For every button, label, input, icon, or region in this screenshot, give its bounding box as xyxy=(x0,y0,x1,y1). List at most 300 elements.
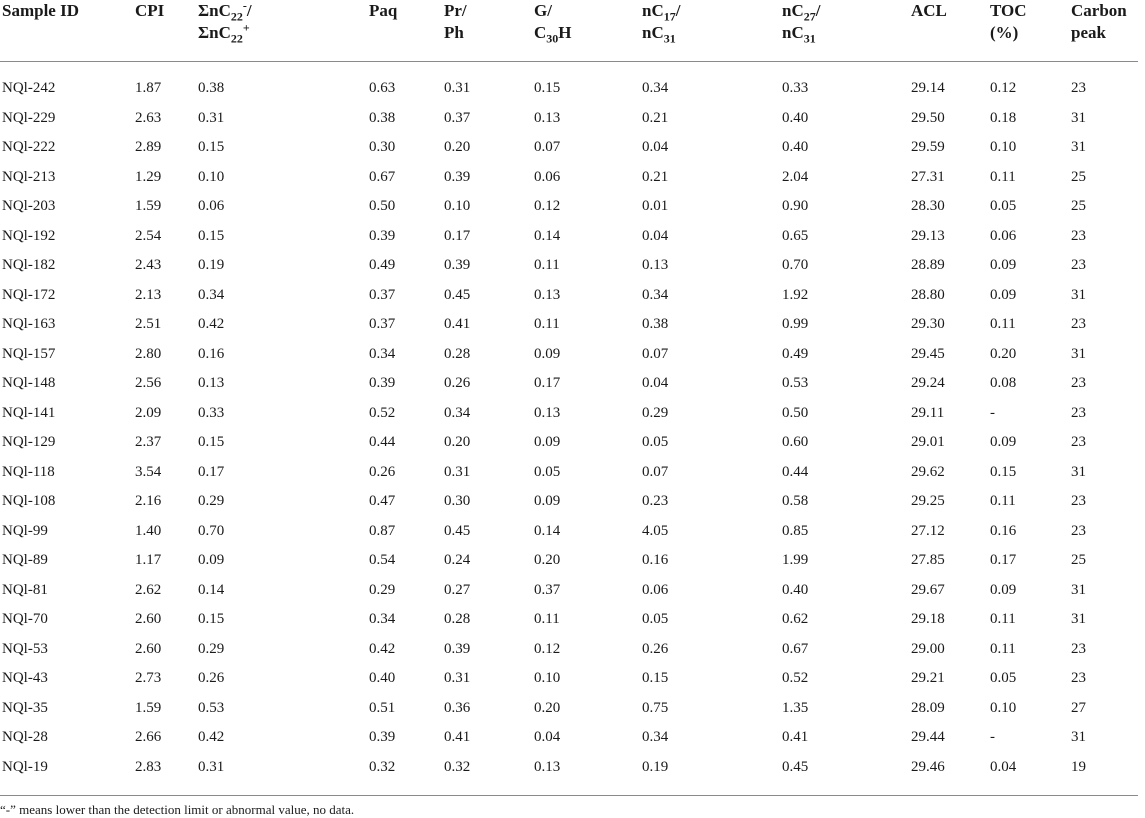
table-cell: 23 xyxy=(1071,670,1086,687)
table-cell: 0.42 xyxy=(198,729,225,746)
table-cell: 2.66 xyxy=(135,729,162,746)
table-cell: 0.37 xyxy=(534,581,561,598)
table-cell: 2.60 xyxy=(135,640,162,657)
table-cell: 0.26 xyxy=(198,670,225,687)
table-row xyxy=(0,576,1138,606)
table-cell: 0.12 xyxy=(534,198,561,215)
table-cell: 0.09 xyxy=(198,552,225,569)
table-cell: 0.10 xyxy=(198,168,225,185)
col-header-toc: TOC (%) xyxy=(988,0,1069,62)
table-cell: NQl-172 xyxy=(2,286,56,303)
table-cell: 0.31 xyxy=(198,109,225,126)
table-cell: 0.13 xyxy=(534,286,561,303)
col-header-sample-id: Sample ID xyxy=(0,0,133,62)
table-cell: 0.14 xyxy=(534,227,561,244)
table-cell: 0.39 xyxy=(444,640,471,657)
table-cell: 2.04 xyxy=(782,168,809,185)
table-cell: 3.54 xyxy=(135,463,162,480)
table-cell: 23 xyxy=(1071,257,1086,274)
table-cell: 0.15 xyxy=(642,670,669,687)
table-cell: 0.15 xyxy=(198,139,225,156)
table-row xyxy=(0,369,1138,399)
table-cell: NQl-163 xyxy=(2,316,56,333)
table-row xyxy=(0,62,1138,104)
table-cell: 23 xyxy=(1071,80,1086,97)
table-row xyxy=(0,694,1138,724)
table-cell: 0.09 xyxy=(534,345,561,362)
table-cell: 0.42 xyxy=(369,640,396,657)
col-header-nc17-nc31: $nC_{17}/$ $nC_{31}$ xyxy=(640,0,780,62)
table-cell: 29.01 xyxy=(911,434,945,451)
table-cell: 29.30 xyxy=(911,316,945,333)
table-cell: 0.06 xyxy=(990,227,1017,244)
table-cell: 1.92 xyxy=(782,286,809,303)
col-header-cpi: CPI xyxy=(133,0,196,62)
table-row xyxy=(0,664,1138,694)
table-cell: 0.31 xyxy=(444,80,471,97)
table-cell: 0.16 xyxy=(198,345,225,362)
table-cell: 0.11 xyxy=(990,493,1016,510)
table-cell: 0.11 xyxy=(990,611,1016,628)
table-cell: 0.26 xyxy=(369,463,396,480)
table-cell: 2.54 xyxy=(135,227,162,244)
table-cell: 0.12 xyxy=(990,80,1017,97)
table-cell: 0.04 xyxy=(990,758,1017,775)
table-cell: 1.29 xyxy=(135,168,162,185)
table-cell: 0.44 xyxy=(369,434,396,451)
table-cell: 2.89 xyxy=(135,139,162,156)
table-cell: 0.33 xyxy=(198,404,225,421)
table-body xyxy=(0,62,1138,793)
table-cell: 0.34 xyxy=(369,345,396,362)
col-header-nc22-ratio: ΣnC$_{22}$-/ ΣnC$_{22}$+ xyxy=(196,0,367,62)
table-cell: 28.09 xyxy=(911,699,945,716)
table-cell: 0.39 xyxy=(369,375,396,392)
table-row xyxy=(0,605,1138,635)
table-cell: 0.51 xyxy=(369,699,396,716)
table-cell: 0.32 xyxy=(369,758,396,775)
table-cell: 23 xyxy=(1071,375,1086,392)
table-cell: NQl-141 xyxy=(2,404,56,421)
table-cell: 0.33 xyxy=(782,80,809,97)
table-cell: 0.99 xyxy=(782,316,809,333)
table-cell: 0.41 xyxy=(444,729,471,746)
table-cell: 31 xyxy=(1071,729,1086,746)
table-cell: 0.50 xyxy=(782,404,809,421)
table-cell: 0.15 xyxy=(198,611,225,628)
table-cell: 0.39 xyxy=(369,729,396,746)
table-cell: 0.20 xyxy=(444,139,471,156)
table-cell: 0.53 xyxy=(782,375,809,392)
table-cell: NQl-81 xyxy=(2,581,48,598)
table-cell: 0.04 xyxy=(642,375,669,392)
table-cell: 0.05 xyxy=(534,463,561,480)
table-row xyxy=(0,428,1138,458)
table-row xyxy=(0,723,1138,753)
table-cell: NQl-222 xyxy=(2,139,56,156)
table-cell: NQl-129 xyxy=(2,434,56,451)
table-cell: 0.17 xyxy=(990,552,1017,569)
table-cell: 0.30 xyxy=(369,139,396,156)
table-cell: NQl-148 xyxy=(2,375,56,392)
table-cell: 0.04 xyxy=(534,729,561,746)
table-row xyxy=(0,753,1138,793)
table-cell: 0.28 xyxy=(444,611,471,628)
table-cell: NQl-35 xyxy=(2,699,48,716)
table-cell: 0.11 xyxy=(534,257,560,274)
table-cell: 29.67 xyxy=(911,581,945,598)
table-cell: 0.11 xyxy=(990,640,1016,657)
table-cell: 0.17 xyxy=(444,227,471,244)
table-cell: 29.00 xyxy=(911,640,945,657)
table-cell: 29.24 xyxy=(911,375,945,392)
table-cell: 0.10 xyxy=(990,139,1017,156)
table-cell: 0.40 xyxy=(782,581,809,598)
table-cell: 0.13 xyxy=(198,375,225,392)
table-cell: 0.14 xyxy=(198,581,225,598)
table-cell: NQl-157 xyxy=(2,345,56,362)
table-cell: NQl-89 xyxy=(2,552,48,569)
table-cell: 23 xyxy=(1071,640,1086,657)
table-cell: 29.45 xyxy=(911,345,945,362)
table-cell: 0.04 xyxy=(642,139,669,156)
table-cell: 0.34 xyxy=(369,611,396,628)
table-cell: 0.24 xyxy=(444,552,471,569)
table-cell: 0.29 xyxy=(198,493,225,510)
table-cell: 23 xyxy=(1071,404,1086,421)
table-cell: 2.62 xyxy=(135,581,162,598)
table-cell: 0.15 xyxy=(198,227,225,244)
table-cell: - xyxy=(990,729,995,746)
table-cell: 0.32 xyxy=(444,758,471,775)
table-cell: 0.06 xyxy=(198,198,225,215)
table-cell: 0.06 xyxy=(642,581,669,598)
table-cell: 2.09 xyxy=(135,404,162,421)
table-cell: 0.06 xyxy=(534,168,561,185)
table-cell: NQl-70 xyxy=(2,611,48,628)
table-cell: NQl-192 xyxy=(2,227,56,244)
table-cell: 0.40 xyxy=(369,670,396,687)
table-cell: 0.47 xyxy=(369,493,396,510)
table-cell: 0.17 xyxy=(534,375,561,392)
table-cell: 25 xyxy=(1071,552,1086,569)
table-cell: 0.13 xyxy=(642,257,669,274)
table-cell: 0.37 xyxy=(369,286,396,303)
table-cell: 0.13 xyxy=(534,758,561,775)
table-cell: 0.34 xyxy=(444,404,471,421)
table-cell: 0.05 xyxy=(990,670,1017,687)
table-cell: 0.85 xyxy=(782,522,809,539)
table-cell: 31 xyxy=(1071,109,1086,126)
col-header-carbon-peak: Carbon peak xyxy=(1069,0,1138,62)
table-cell: 0.19 xyxy=(198,257,225,274)
table-cell: 0.09 xyxy=(990,434,1017,451)
table-cell: 0.41 xyxy=(444,316,471,333)
table-cell: 0.65 xyxy=(782,227,809,244)
table-cell: 2.56 xyxy=(135,375,162,392)
table-cell: 0.10 xyxy=(444,198,471,215)
col-header-paq: Paq xyxy=(367,0,442,62)
table-cell: 0.20 xyxy=(990,345,1017,362)
table-row xyxy=(0,517,1138,547)
table-cell: NQl-242 xyxy=(2,80,56,97)
table-cell: 0.34 xyxy=(642,729,669,746)
table-cell: 2.60 xyxy=(135,611,162,628)
table-cell: 0.11 xyxy=(990,168,1016,185)
table-cell: 0.45 xyxy=(444,286,471,303)
table-cell: 0.15 xyxy=(534,80,561,97)
table-cell: 0.58 xyxy=(782,493,809,510)
table-cell: 0.39 xyxy=(369,227,396,244)
table-cell: 29.46 xyxy=(911,758,945,775)
table-cell: 0.44 xyxy=(782,463,809,480)
table-cell: 0.10 xyxy=(990,699,1017,716)
table-cell: 25 xyxy=(1071,168,1086,185)
table-cell: 0.09 xyxy=(534,493,561,510)
table-cell: 0.17 xyxy=(198,463,225,480)
table-cell: 28.80 xyxy=(911,286,945,303)
table-cell: 0.30 xyxy=(444,493,471,510)
table-cell: 0.42 xyxy=(198,316,225,333)
table-cell: 23 xyxy=(1071,522,1086,539)
table-cell: 2.83 xyxy=(135,758,162,775)
table-cell: 0.90 xyxy=(782,198,809,215)
table-cell: 0.38 xyxy=(642,316,669,333)
table-cell: 0.23 xyxy=(642,493,669,510)
table-cell: 31 xyxy=(1071,581,1086,598)
table-cell: 0.04 xyxy=(642,227,669,244)
table-cell: 0.16 xyxy=(990,522,1017,539)
table-cell: 0.34 xyxy=(198,286,225,303)
table-cell: 0.52 xyxy=(369,404,396,421)
table-cell: 25 xyxy=(1071,198,1086,215)
table-cell: 0.49 xyxy=(369,257,396,274)
table-cell: 0.62 xyxy=(782,611,809,628)
table-cell: 0.87 xyxy=(369,522,396,539)
table-cell: 0.07 xyxy=(642,345,669,362)
table-cell: 0.37 xyxy=(369,316,396,333)
table-cell: 0.39 xyxy=(444,257,471,274)
table-cell: 1.35 xyxy=(782,699,809,716)
table-cell: 0.40 xyxy=(782,109,809,126)
table-cell: 29.50 xyxy=(911,109,945,126)
table-cell: 0.27 xyxy=(444,581,471,598)
table-cell: 0.54 xyxy=(369,552,396,569)
table-cell: 29.44 xyxy=(911,729,945,746)
bottom-rule xyxy=(0,795,1138,796)
col-header-acl: ACL xyxy=(909,0,988,62)
table-cell: 0.18 xyxy=(990,109,1017,126)
table-cell: 0.37 xyxy=(444,109,471,126)
table-cell: 0.01 xyxy=(642,198,669,215)
table-cell: 0.26 xyxy=(642,640,669,657)
table-cell: 0.38 xyxy=(369,109,396,126)
table-cell: 27 xyxy=(1071,699,1086,716)
table-cell: 0.40 xyxy=(782,139,809,156)
table-cell: 23 xyxy=(1071,493,1086,510)
table-row xyxy=(0,281,1138,311)
table-cell: 2.51 xyxy=(135,316,162,333)
table-cell: 2.73 xyxy=(135,670,162,687)
table-row xyxy=(0,458,1138,488)
table-cell: 0.15 xyxy=(198,434,225,451)
table-row xyxy=(0,340,1138,370)
table-cell: 0.19 xyxy=(642,758,669,775)
table-cell: NQl-43 xyxy=(2,670,48,687)
table-cell: 0.45 xyxy=(782,758,809,775)
table-cell: 0.15 xyxy=(990,463,1017,480)
table-cell: 0.11 xyxy=(534,611,560,628)
table-row xyxy=(0,487,1138,517)
table-cell: 0.11 xyxy=(534,316,560,333)
table-cell: 29.25 xyxy=(911,493,945,510)
table-cell: 0.70 xyxy=(198,522,225,539)
table-cell: 0.14 xyxy=(534,522,561,539)
table-cell: 2.37 xyxy=(135,434,162,451)
table-cell: 2.13 xyxy=(135,286,162,303)
table-cell: 0.09 xyxy=(990,257,1017,274)
table-cell: 0.28 xyxy=(444,345,471,362)
table-row xyxy=(0,399,1138,429)
table-cell: 0.21 xyxy=(642,168,669,185)
table-cell: 19 xyxy=(1071,758,1086,775)
col-header-g-c30h: G/ $C_{30}H$ xyxy=(532,0,640,62)
table-cell: - xyxy=(990,404,995,421)
table-cell: 0.12 xyxy=(534,640,561,657)
table-row xyxy=(0,310,1138,340)
table-cell: 2.63 xyxy=(135,109,162,126)
table-cell: 0.20 xyxy=(534,552,561,569)
table-cell: 2.43 xyxy=(135,257,162,274)
table-cell: 1.99 xyxy=(782,552,809,569)
table-row xyxy=(0,192,1138,222)
table-cell: 0.34 xyxy=(642,286,669,303)
table-cell: 0.08 xyxy=(990,375,1017,392)
table-cell: 23 xyxy=(1071,316,1086,333)
table-cell: 0.50 xyxy=(369,198,396,215)
table-row xyxy=(0,546,1138,576)
table-cell: NQl-118 xyxy=(2,463,55,480)
table-cell: 0.29 xyxy=(369,581,396,598)
table-cell: 0.49 xyxy=(782,345,809,362)
table-cell: 0.75 xyxy=(642,699,669,716)
table-cell: 29.11 xyxy=(911,404,945,421)
table-cell: 0.39 xyxy=(444,168,471,185)
table-cell: 29.21 xyxy=(911,670,945,687)
table-cell: NQl-213 xyxy=(2,168,56,185)
table-cell: NQl-182 xyxy=(2,257,56,274)
table-cell: 29.18 xyxy=(911,611,945,628)
table-cell: 0.10 xyxy=(534,670,561,687)
table-cell: 0.63 xyxy=(369,80,396,97)
table-row xyxy=(0,222,1138,252)
table-cell: 0.05 xyxy=(642,611,669,628)
table-cell: 0.13 xyxy=(534,404,561,421)
table-cell: 29.62 xyxy=(911,463,945,480)
table-cell: NQl-229 xyxy=(2,109,56,126)
table-cell: 27.31 xyxy=(911,168,945,185)
header-row xyxy=(0,0,1138,62)
table-cell: 0.21 xyxy=(642,109,669,126)
table-cell: 0.36 xyxy=(444,699,471,716)
table-cell: 31 xyxy=(1071,345,1086,362)
table-cell: 0.05 xyxy=(642,434,669,451)
table-cell: 1.87 xyxy=(135,80,162,97)
table-cell: 0.16 xyxy=(642,552,669,569)
table-cell: 0.67 xyxy=(369,168,396,185)
table-cell: 23 xyxy=(1071,434,1086,451)
table-cell: 2.16 xyxy=(135,493,162,510)
table-cell: 4.05 xyxy=(642,522,669,539)
table-row xyxy=(0,133,1138,163)
table-cell: 0.41 xyxy=(782,729,809,746)
table-cell: 1.17 xyxy=(135,552,162,569)
table-cell: 28.30 xyxy=(911,198,945,215)
table-cell: 0.09 xyxy=(990,286,1017,303)
table-cell: 0.26 xyxy=(444,375,471,392)
table-cell: NQl-108 xyxy=(2,493,56,510)
table-cell: 29.13 xyxy=(911,227,945,244)
table-row xyxy=(0,635,1138,665)
table-cell: 0.09 xyxy=(990,581,1017,598)
table-cell: 29.14 xyxy=(911,80,945,97)
table-cell: 0.07 xyxy=(534,139,561,156)
table-cell: 0.31 xyxy=(444,670,471,687)
table-cell: 0.29 xyxy=(198,640,225,657)
table-row xyxy=(0,251,1138,281)
table-cell: 31 xyxy=(1071,286,1086,303)
table-cell: NQl-53 xyxy=(2,640,48,657)
table-cell: 0.52 xyxy=(782,670,809,687)
table-cell: 27.12 xyxy=(911,522,945,539)
table-cell: 0.11 xyxy=(990,316,1016,333)
table-cell: 1.59 xyxy=(135,198,162,215)
table-cell: 31 xyxy=(1071,139,1086,156)
table-cell: 0.67 xyxy=(782,640,809,657)
table-cell: 0.09 xyxy=(534,434,561,451)
table-cell: NQl-203 xyxy=(2,198,56,215)
table-cell: 27.85 xyxy=(911,552,945,569)
table-cell: 0.34 xyxy=(642,80,669,97)
table-cell: 0.29 xyxy=(642,404,669,421)
table-cell: 1.59 xyxy=(135,699,162,716)
table-cell: 0.38 xyxy=(198,80,225,97)
col-header-pr-ph: Pr/ Ph xyxy=(442,0,532,62)
table-cell: NQl-19 xyxy=(2,758,48,775)
table-cell: 31 xyxy=(1071,463,1086,480)
table-cell: 0.05 xyxy=(990,198,1017,215)
table-cell: 1.40 xyxy=(135,522,162,539)
table-cell: 0.60 xyxy=(782,434,809,451)
table-cell: 31 xyxy=(1071,611,1086,628)
table-cell: 0.70 xyxy=(782,257,809,274)
table-row xyxy=(0,104,1138,134)
table-cell: 28.89 xyxy=(911,257,945,274)
table-cell: 0.13 xyxy=(534,109,561,126)
table-cell: NQl-28 xyxy=(2,729,48,746)
table-cell: 0.53 xyxy=(198,699,225,716)
table-cell: 23 xyxy=(1071,227,1086,244)
table-row xyxy=(0,163,1138,193)
table-cell: 0.31 xyxy=(444,463,471,480)
table-cell: 0.20 xyxy=(444,434,471,451)
table-cell: 0.31 xyxy=(198,758,225,775)
col-header-nc27-nc31: $nC_{27}/$ $nC_{31}$ xyxy=(780,0,909,62)
table-cell: 0.45 xyxy=(444,522,471,539)
table-cell: 0.20 xyxy=(534,699,561,716)
table-cell: 0.07 xyxy=(642,463,669,480)
table-cell: 2.80 xyxy=(135,345,162,362)
